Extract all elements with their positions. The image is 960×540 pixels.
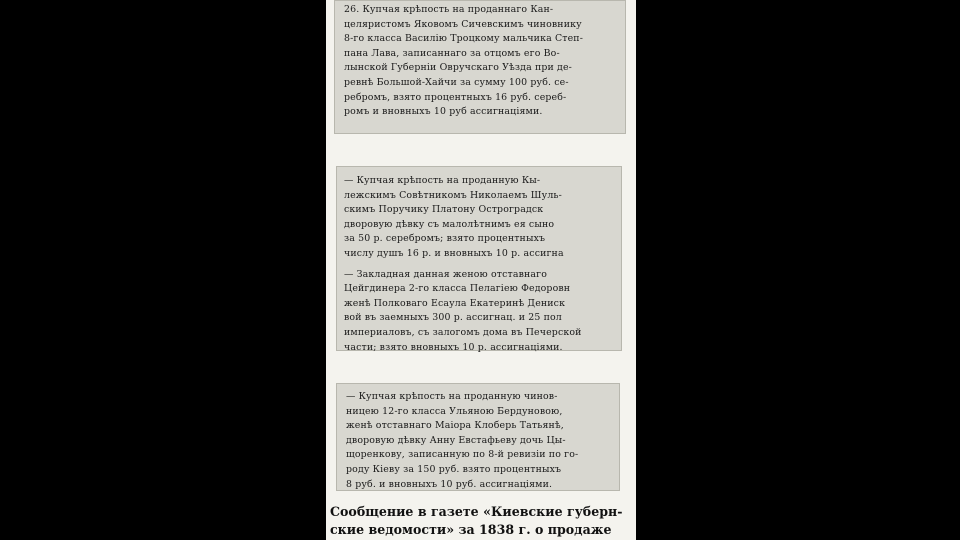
clipping-2-line: лежскимъ Совѣтникомъ Николаемъ Шуль- bbox=[344, 189, 562, 201]
clipping-2-line: — Купчая крѣпость на проданную Кы- bbox=[344, 175, 541, 186]
figure-caption bbox=[326, 503, 636, 539]
clipping-1-line: пана Лава, записаннаго за отцомъ его Во- bbox=[344, 47, 560, 59]
clipping-2-line: вой въ заемныхъ 300 р. ассигнац. и 25 пол bbox=[344, 312, 562, 324]
clipping-1-line: лынской Губерніи Овручскаго Уѣзда при де- bbox=[344, 62, 572, 74]
caption-line: ские ведомости» за 1838 г. о продаже bbox=[330, 522, 612, 537]
clipping-3-line: щоренкову, записанную по 8-й ревизіи по го- bbox=[346, 449, 579, 461]
clipping-2 bbox=[336, 166, 622, 351]
clipping-3-line: ницею 12-го класса Ульяною Бердуновою, bbox=[346, 405, 563, 417]
clipping-2-line: — Закладная данная женою отставнаго bbox=[344, 268, 548, 280]
clipping-3-line: роду Кіеву за 150 руб. взято процентныхъ bbox=[346, 463, 562, 475]
clipping-3-line: 8 руб. и вновныхъ 10 руб. ассигнаціями. bbox=[346, 478, 553, 490]
clipping-1-line: ромъ и вновныхъ 10 руб ассигнаціями. bbox=[344, 106, 543, 118]
clipping-2-line: части; взято вновныхъ 10 р. ассигнаціями. bbox=[344, 341, 563, 353]
clipping-1-line: ревнѣ Большой-Хайчи за сумму 100 руб. се- bbox=[344, 76, 569, 88]
clipping-2-line: Цейгдинера 2-го класса Пелагіею Федоровн bbox=[344, 283, 571, 295]
clipping-1-line: 8-го класса Василію Троцкому мальчика Степ- bbox=[344, 33, 584, 45]
caption-line: Сообщение в газете «Киевские губерн- bbox=[330, 504, 623, 519]
clipping-3-line: женѣ отставнаго Маіора Клоберь Татьянѣ, bbox=[346, 420, 564, 432]
clipping-3-line: дворовую дѣвку Анну Евстафьеву дочь Цы- bbox=[346, 434, 566, 446]
clipping-1-line: 26. Купчая крѣпость на проданнаго Кан- bbox=[344, 4, 554, 15]
clipping-2-line: скимъ Поручику Платону Остроградск bbox=[344, 204, 544, 216]
clipping-2-line: числу душъ 16 р. и вновныхъ 10 р. ассигна bbox=[344, 247, 564, 259]
clipping-2-line: дворовую дѣвку съ малолѣтнимъ ея сыно bbox=[344, 218, 555, 230]
clipping-1-line: целяристомъ Яковомъ Сичевскимъ чиновнику bbox=[344, 18, 582, 30]
clipping-1-line: ребромъ, взято процентныхъ 16 руб. сереб- bbox=[344, 91, 567, 103]
clipping-2-line: женѣ Полковаго Есаула Екатеринѣ Дениск bbox=[344, 297, 566, 309]
clipping-2-line: империаловъ, съ залогомъ дома въ Печерской bbox=[344, 326, 582, 338]
clipping-3 bbox=[336, 383, 620, 491]
clipping-3-line: — Купчая крѣпость на проданную чинов- bbox=[346, 391, 558, 402]
clipping-1 bbox=[334, 0, 626, 134]
newspaper-page bbox=[326, 0, 636, 540]
clipping-2-line: за 50 р. серебромъ; взято процентныхъ bbox=[344, 233, 546, 245]
